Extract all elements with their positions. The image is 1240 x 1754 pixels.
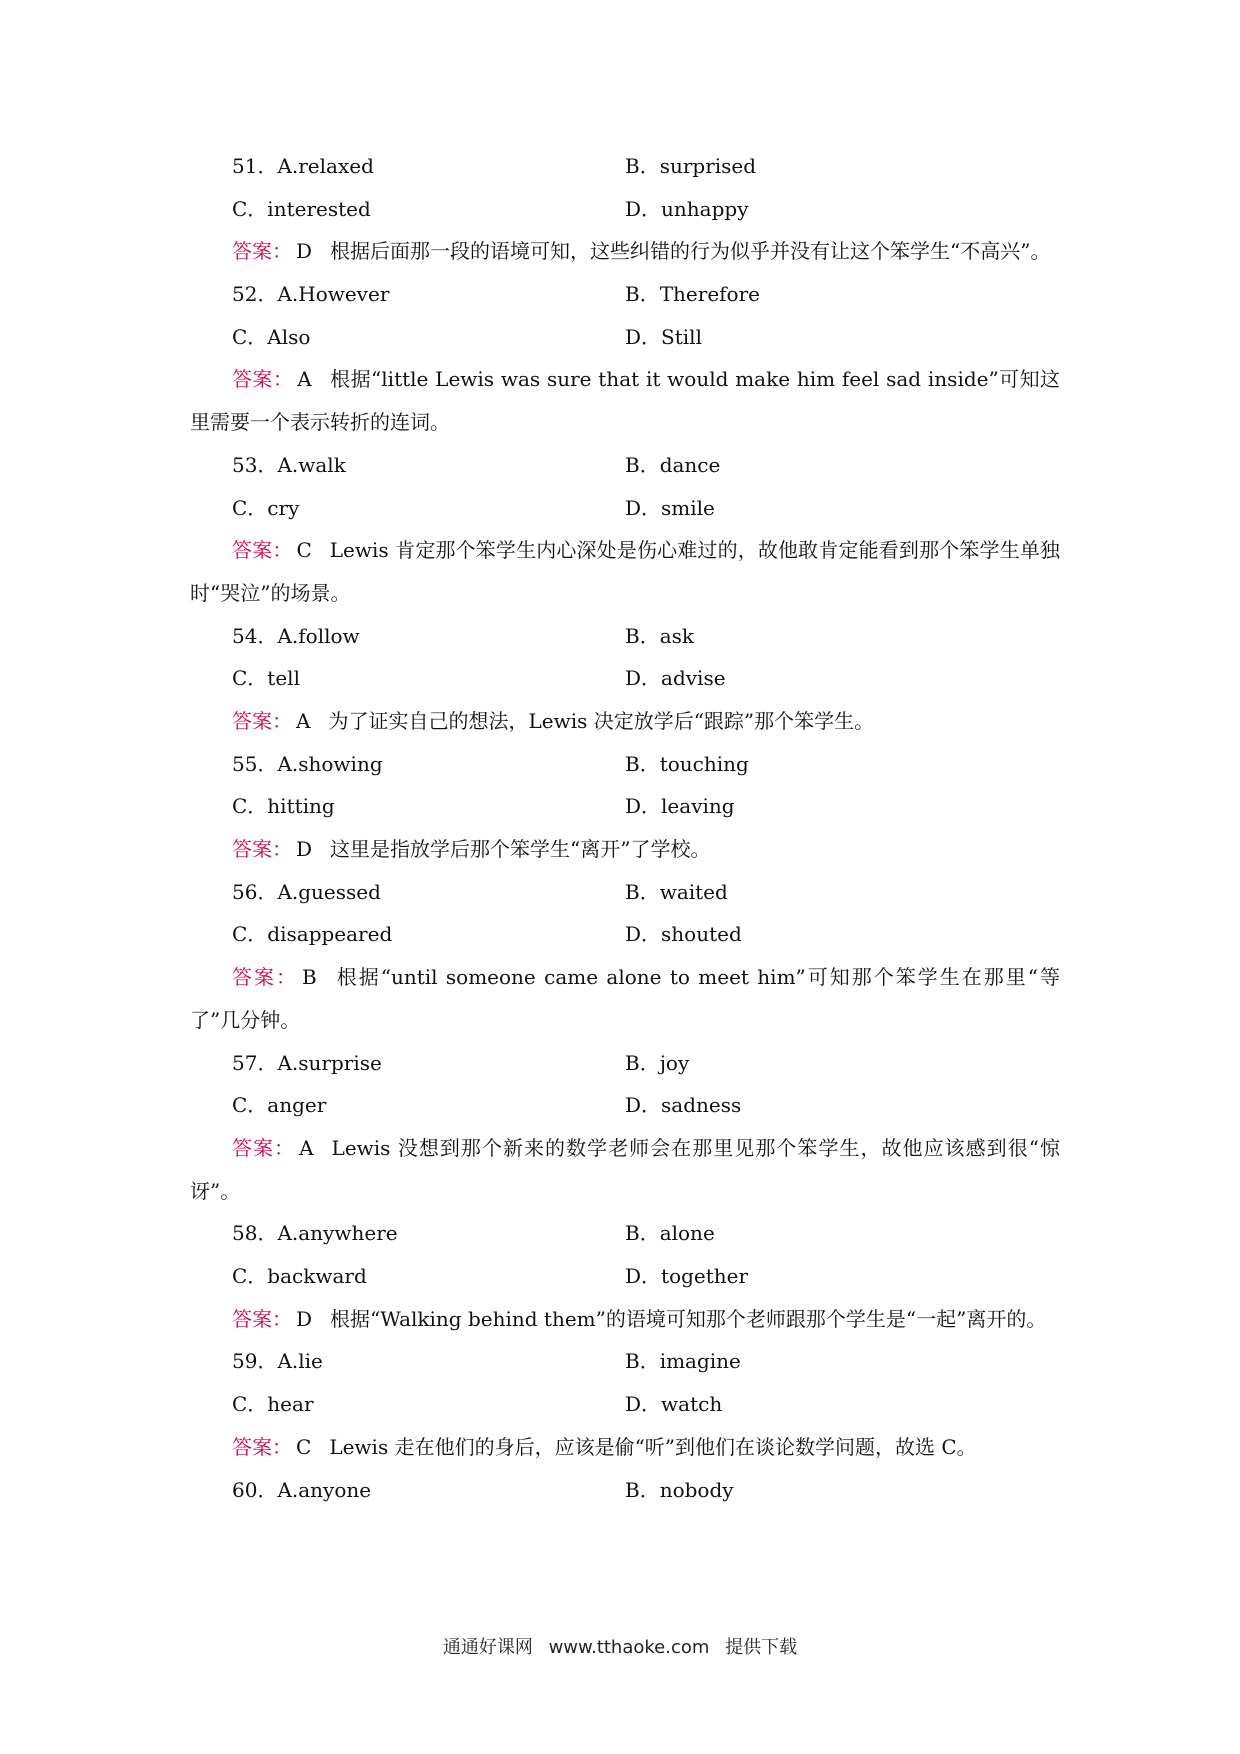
option-a: 53．A.walk (232, 452, 346, 477)
option-d: D．together (625, 1264, 749, 1289)
option-row (190, 657, 1060, 700)
answer-key: A (297, 367, 312, 392)
answer-label: 答案： (232, 1306, 292, 1331)
answer-key: A (296, 709, 311, 734)
footer-suffix: 提供下载 (725, 1637, 798, 1658)
option-row (190, 145, 1060, 188)
option-b: B．surprised (625, 154, 757, 178)
answer-explanation (190, 230, 1060, 273)
option-c: C．interested (232, 196, 371, 221)
answer-explanation (190, 358, 1060, 443)
option-d: D．leaving (625, 794, 735, 819)
answer-label: 答案： (232, 709, 292, 734)
option-row (190, 444, 1060, 487)
answer-key: B (302, 965, 317, 990)
option-c: C．anger (232, 1093, 327, 1118)
answer-key: D (296, 1306, 313, 1331)
answer-label: 答案： (232, 965, 299, 990)
answer-key: D (296, 837, 313, 862)
answer-explanation (190, 1426, 1060, 1469)
option-row (190, 785, 1060, 828)
option-c: C．Also (232, 324, 311, 349)
option-row (190, 487, 1060, 530)
answer-label: 答案： (232, 837, 292, 862)
option-row (190, 273, 1060, 316)
option-row (190, 913, 1060, 956)
answer-key: D (296, 239, 313, 264)
option-b: B．Therefore (625, 282, 760, 307)
option-a: 56．A.guessed (232, 879, 381, 904)
explanation-text: Lewis 没想到那个新来的数学老师会在那里见那个笨学生，故他应该感到很“惊讶”。 (190, 1135, 1060, 1203)
option-row (190, 1469, 1060, 1512)
answer-explanation (190, 1127, 1060, 1212)
footer-url[interactable]: www.tthaoke.com (548, 1637, 710, 1658)
explanation-text: 为了证实自己的想法，Lewis 决定放学后“跟踪”那个笨学生。 (328, 709, 875, 734)
option-a: 55．A.showing (232, 751, 383, 776)
option-a: 58．A.anywhere (232, 1221, 398, 1246)
option-b: B．joy (625, 1050, 690, 1075)
option-a: 52．A.However (232, 282, 390, 307)
option-row (190, 615, 1060, 658)
option-d: D．watch (625, 1392, 723, 1417)
option-row (190, 1084, 1060, 1127)
option-d: D．shouted (625, 922, 742, 947)
option-row (190, 316, 1060, 359)
explanation-text: Lewis 肯定那个笨学生内心深处是伤心难过的，故他敢肯定能看到那个笨学生单独时“哭泣”的场景。 (190, 538, 1060, 605)
answer-label: 答案： (232, 1434, 292, 1459)
option-a: 51．A.relaxed (232, 154, 374, 178)
option-row (190, 188, 1060, 231)
option-row (190, 743, 1060, 786)
option-b: B．dance (625, 452, 721, 477)
option-d: D．unhappy (625, 196, 749, 221)
footer-site-name: 通通好课网 (442, 1637, 533, 1658)
option-c: C．backward (232, 1264, 367, 1289)
option-b: B．ask (625, 623, 695, 648)
option-a: 59．A.lie (232, 1349, 323, 1374)
answer-explanation (190, 529, 1060, 614)
explanation-text: Lewis 走在他们的身后，应该是偷“听”到他们在谈论数学问题，故选 C。 (329, 1434, 977, 1459)
option-d: D．sadness (625, 1093, 742, 1118)
answer-explanation (190, 828, 1060, 871)
option-b: B．touching (625, 751, 749, 776)
answer-key: C (296, 538, 312, 563)
option-row (190, 1340, 1060, 1383)
answer-explanation (190, 1298, 1060, 1341)
page-footer (0, 1633, 1240, 1659)
explanation-text: 根据“Walking behind them”的语境可知那个老师跟那个学生是“一起”离开的。 (330, 1306, 1047, 1331)
option-c: C．disappeared (232, 922, 393, 947)
option-a: 57．A.surprise (232, 1050, 382, 1075)
option-b: B．nobody (625, 1477, 734, 1502)
option-row (190, 1042, 1060, 1085)
explanation-text: 根据后面那一段的语境可知，这些纠错的行为似乎并没有让这个笨学生“不高兴”。 (330, 239, 1051, 264)
option-c: C．tell (232, 666, 300, 691)
option-row (190, 1212, 1060, 1255)
question-list (190, 145, 1060, 1511)
option-d: D．smile (625, 495, 715, 520)
explanation-text: 根据“until someone came alone to meet him”可知那个笨学生在那里“等了”几分钟。 (190, 965, 1061, 1032)
option-d: D．Still (625, 324, 702, 349)
option-row (190, 1255, 1060, 1298)
option-a: 54．A.follow (232, 623, 360, 648)
answer-explanation (190, 956, 1060, 1041)
explanation-text: 根据“little Lewis was sure that it would make him feel sad inside”可知这里需要一个表示转折的连词。 (190, 367, 1060, 435)
option-row (190, 1383, 1060, 1426)
answer-label: 答案： (232, 367, 294, 392)
option-b: B．waited (625, 879, 728, 904)
option-b: B．alone (625, 1221, 715, 1246)
answer-label: 答案： (232, 538, 293, 563)
option-a: 60．A.anyone (232, 1477, 372, 1502)
option-c: C．hear (232, 1392, 314, 1417)
answer-key: A (299, 1135, 314, 1160)
option-row (190, 871, 1060, 914)
option-c: C．hitting (232, 794, 335, 819)
option-b: B．imagine (625, 1349, 741, 1374)
answer-explanation (190, 700, 1060, 743)
option-d: D．advise (625, 666, 726, 691)
answer-label: 答案： (232, 239, 292, 264)
option-c: C．cry (232, 495, 300, 520)
explanation-text: 这里是指放学后那个笨学生“离开”了学校。 (330, 837, 711, 862)
answer-key: C (296, 1434, 312, 1459)
answer-label: 答案： (232, 1135, 296, 1160)
